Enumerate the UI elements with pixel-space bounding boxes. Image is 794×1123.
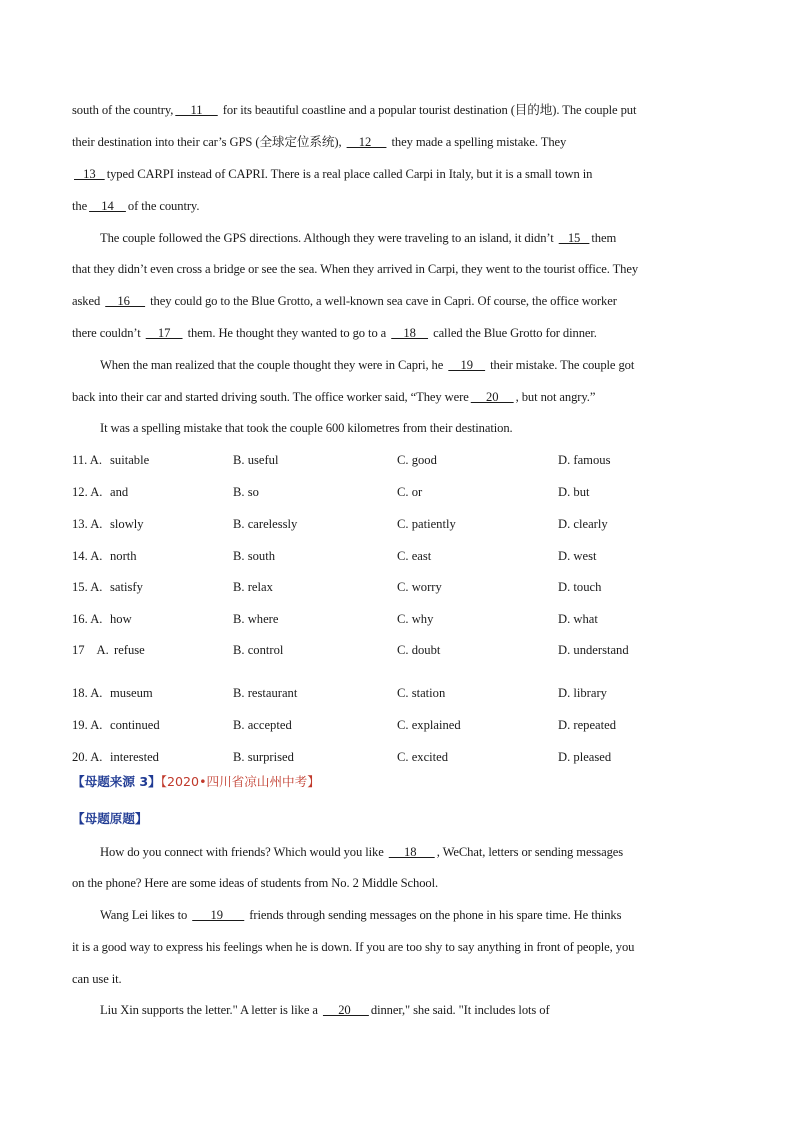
question-number: 17 A. — [72, 643, 109, 657]
option-d: D. repeated — [558, 718, 617, 732]
option-c: C. explained — [397, 718, 461, 732]
passage-line: When the man realized that the couple thought they were in Capri, he 19 their mistake. The couple got — [100, 358, 635, 372]
option-b: B. relax — [233, 580, 273, 594]
passage-line: that they didn’t even cross a bridge or see the sea. When they arrived in Carpi, they went to the tourist office. They — [72, 262, 639, 276]
option-a: refuse — [114, 643, 145, 657]
option-b: B. useful — [233, 453, 279, 467]
passage-line: the 14 of the country. — [72, 199, 200, 213]
option-c: C. good — [397, 453, 437, 467]
blank-20b: 20 — [322, 1003, 369, 1017]
blank-19: 19 — [448, 358, 486, 372]
passage-line: their destination into their car’s GPS (全球定位系统), 12 they made a spelling mistake. They — [72, 135, 567, 149]
passage-line: Liu Xin supports the letter." A letter is like a 20 dinner," she said. "It includes lots of — [100, 1003, 550, 1017]
question-number: 13. A. — [72, 517, 103, 531]
blank-13: 13 — [74, 167, 105, 181]
question-number: 12. A. — [72, 485, 103, 499]
passage-line: back into their car and started driving south. The office worker said, “They were 20 , but not angry.” — [72, 390, 596, 404]
option-d: D. clearly — [558, 517, 608, 531]
option-b: B. control — [233, 643, 284, 657]
option-c: C. station — [397, 686, 446, 700]
blank-16: 16 — [105, 294, 146, 308]
option-a: continued — [110, 718, 160, 732]
blank-19b: 19 — [192, 908, 245, 922]
question-number: 19. A. — [72, 718, 103, 732]
question-number: 20. A. — [72, 750, 103, 764]
passage-line: south of the country, 11 for its beautiful coastline and a popular tourist destination (目的地). The couple put — [72, 103, 637, 117]
passage-line: The couple followed the GPS directions. Although they were traveling to an island, it didn’t 15 them — [100, 231, 617, 245]
option-b: B. restaurant — [233, 686, 298, 700]
option-d: D. touch — [558, 580, 602, 594]
source-detail: 2020•四川省凉山州中考 — [167, 774, 308, 789]
question-number: 14. A. — [72, 549, 103, 563]
passage-line: it is a good way to express his feelings when he is down. If you are too shy to say anything in front of people, you — [72, 940, 635, 954]
option-d: D. famous — [558, 453, 611, 467]
option-d: D. pleased — [558, 750, 612, 764]
option-d: D. what — [558, 612, 598, 626]
question-number: 15. A. — [72, 580, 103, 594]
option-b: B. surprised — [233, 750, 294, 764]
blank-20: 20 — [470, 390, 514, 404]
blank-14: 14 — [89, 199, 126, 213]
option-b: B. south — [233, 549, 275, 563]
blank-18b: 18 — [388, 845, 435, 859]
option-b: B. accepted — [233, 718, 292, 732]
option-a: north — [110, 549, 137, 563]
option-a: and — [110, 485, 129, 499]
blank-17: 17 — [145, 326, 183, 340]
option-d: D. but — [558, 485, 590, 499]
blank-11: 11 — [175, 103, 218, 117]
option-d: D. west — [558, 549, 597, 563]
passage-line: can use it. — [72, 972, 122, 986]
option-c: C. patiently — [397, 517, 456, 531]
option-c: C. excited — [397, 750, 449, 764]
option-c: C. why — [397, 612, 434, 626]
option-b: B. carelessly — [233, 517, 298, 531]
option-a: interested — [110, 750, 159, 764]
option-a: satisfy — [110, 580, 143, 594]
passage-line: Wang Lei likes to 19 friends through sending messages on the phone in his spare time. He thinks — [100, 908, 622, 922]
blank-15: 15 — [558, 231, 590, 245]
passage-line: How do you connect with friends? Which would you like 18 , WeChat, letters or sending messages — [100, 845, 624, 859]
option-c: C. worry — [397, 580, 442, 594]
option-a: slowly — [110, 517, 144, 531]
source-heading: 【母题来源 3】【2020•四川省凉山州中考】 — [72, 774, 320, 789]
option-d: D. understand — [558, 643, 629, 657]
option-b: B. where — [233, 612, 279, 626]
option-a: suitable — [110, 453, 150, 467]
passage-line: on the phone? Here are some ideas of students from No. 2 Middle School. — [72, 876, 439, 890]
option-b: B. so — [233, 485, 259, 499]
passage-line: there couldn’t 17 them. He thought they wanted to go to a 18 called the Blue Grotto for dinner. — [72, 326, 597, 340]
passage-line: It was a spelling mistake that took the couple 600 kilometres from their destination. — [100, 421, 513, 435]
question-number: 16. A. — [72, 612, 103, 626]
option-a: how — [110, 612, 132, 626]
passage-line: asked 16 they could go to the Blue Grotto, a well-known sea cave in Capri. Of course, the office worker — [72, 294, 617, 308]
option-a: museum — [110, 686, 153, 700]
question-number: 11. A. — [72, 453, 102, 467]
passage-line: 13 typed CARPI instead of CAPRI. There is a real place called Carpi in Italy, but it is a small town in — [74, 167, 593, 181]
blank-12: 12 — [346, 135, 387, 149]
option-d: D. library — [558, 686, 607, 700]
option-c: C. east — [397, 549, 432, 563]
original-heading: 【母题原题】 — [72, 811, 148, 826]
option-c: C. doubt — [397, 643, 441, 657]
option-c: C. or — [397, 485, 423, 499]
question-number: 18. A. — [72, 686, 103, 700]
blank-18: 18 — [391, 326, 429, 340]
